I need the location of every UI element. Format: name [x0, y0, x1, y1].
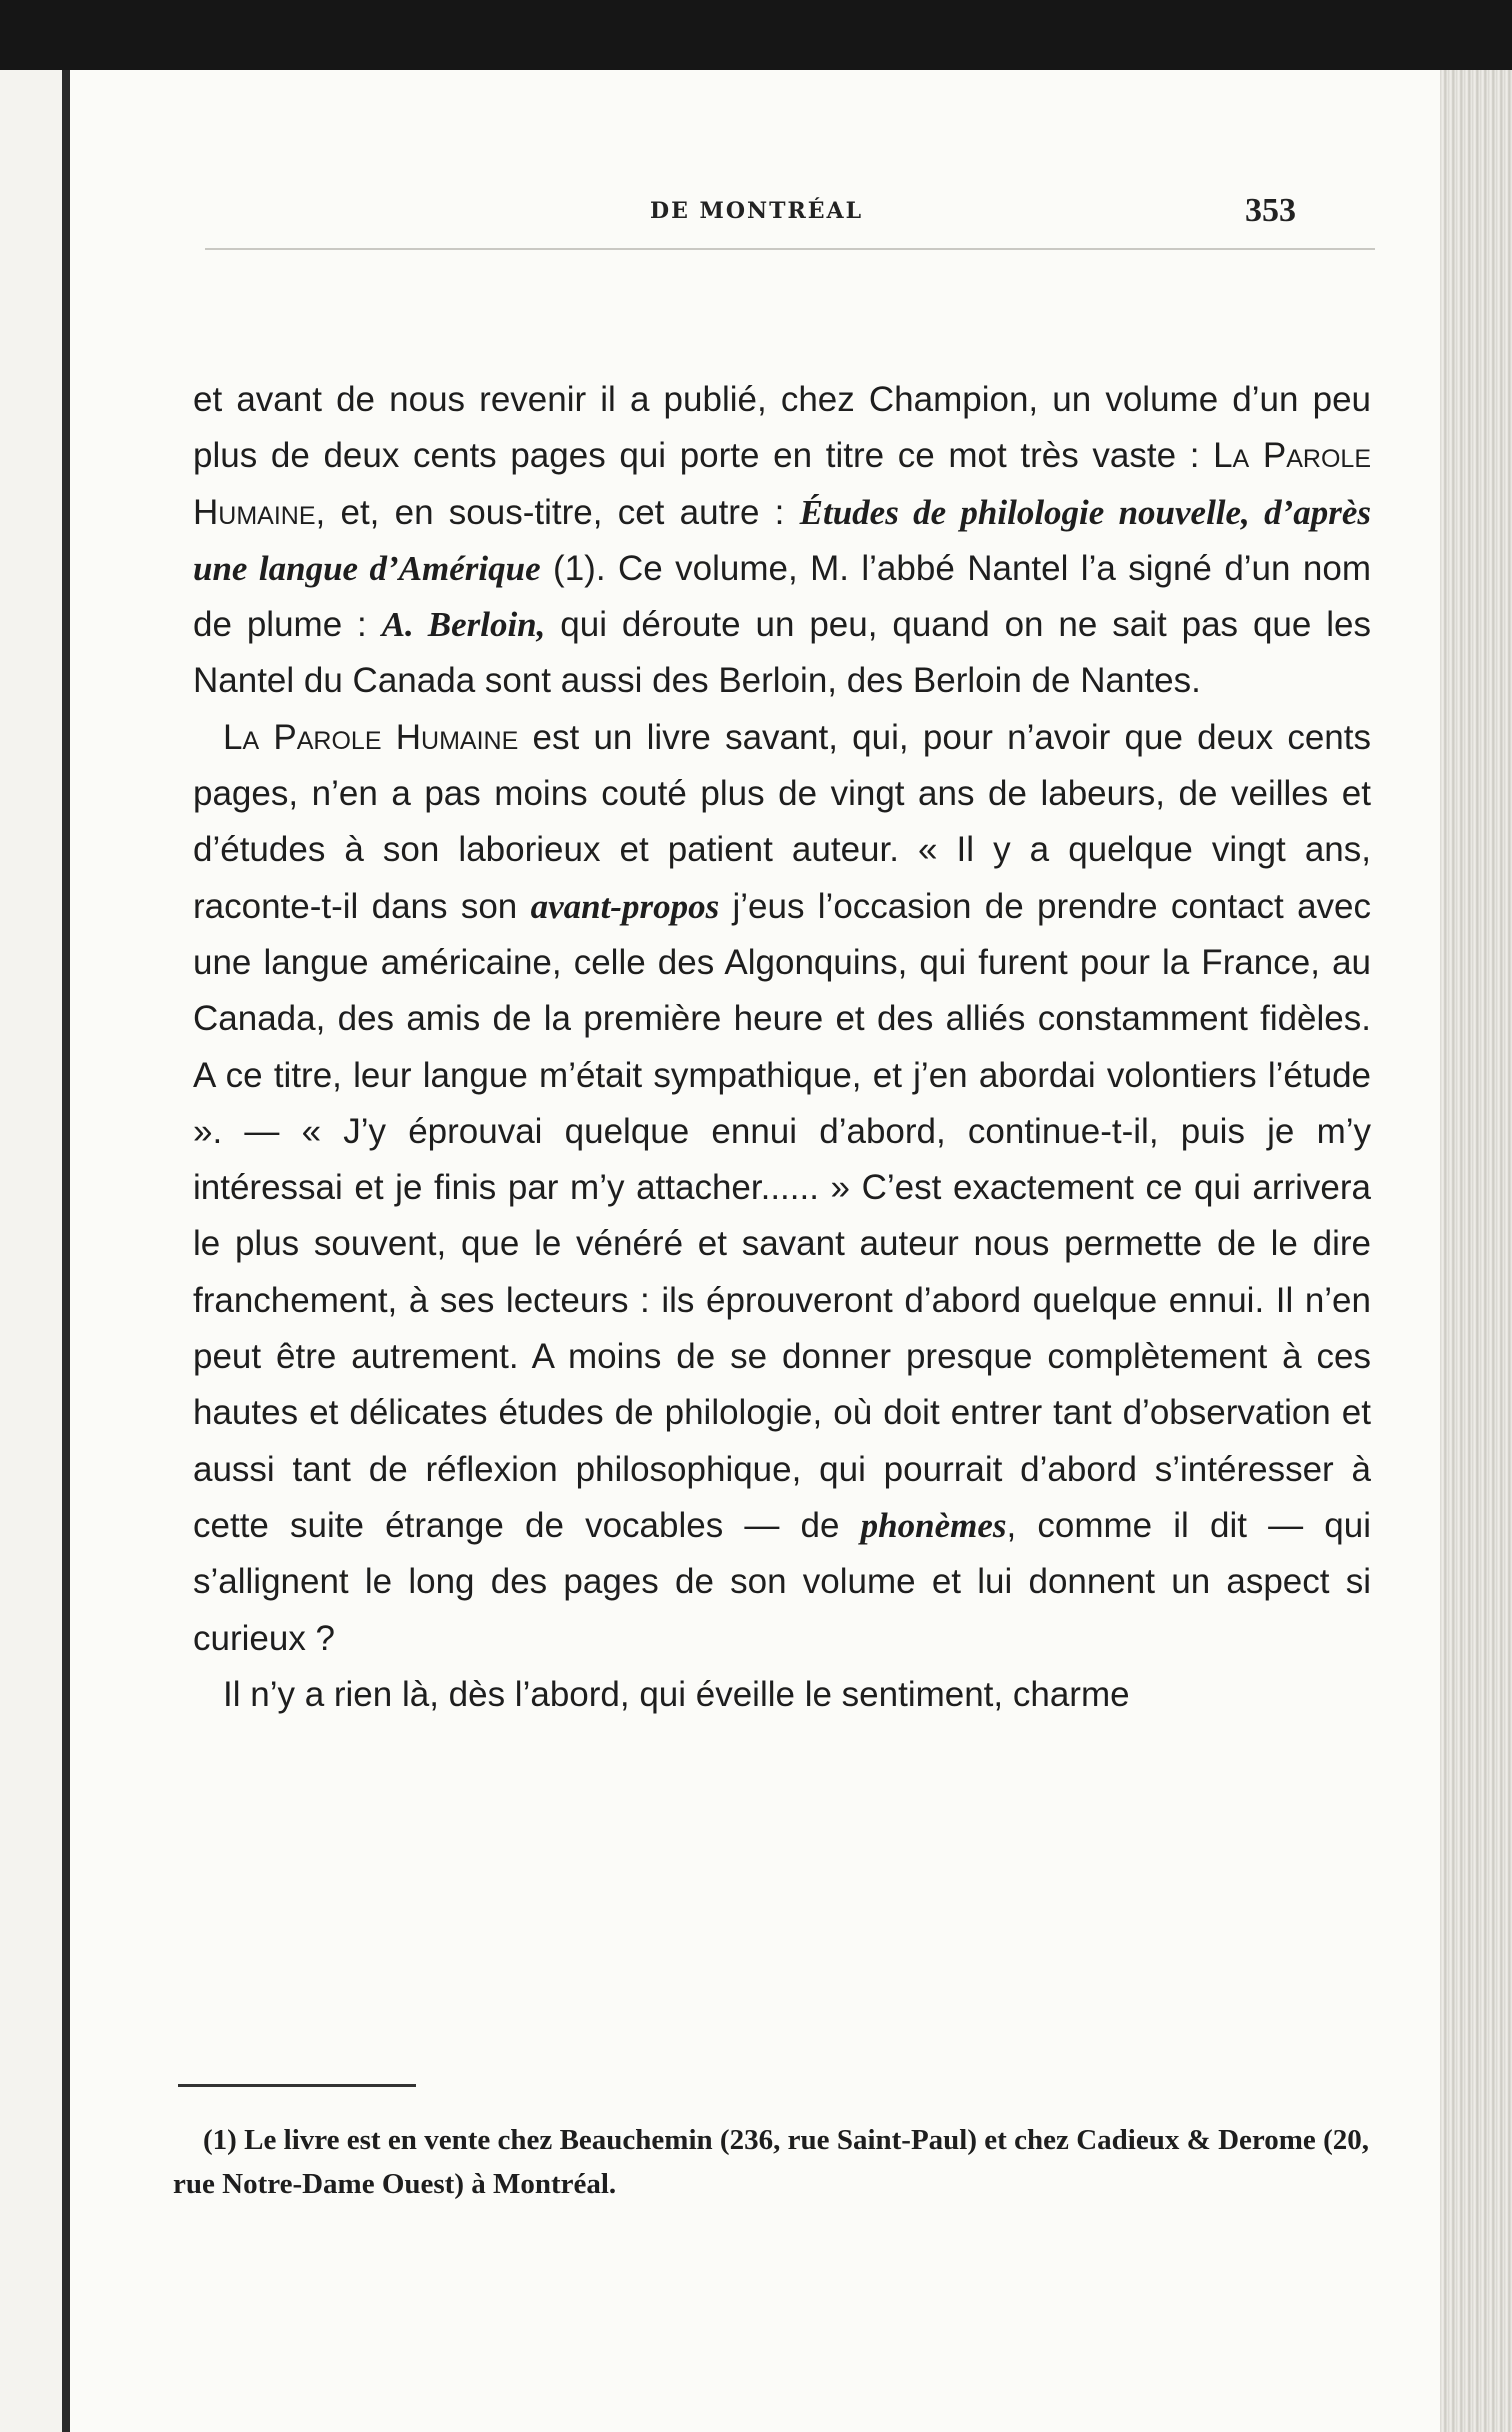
avant-propos-italic: avant-propos — [530, 886, 720, 926]
text-run: et avant de nous revenir il a publié, chez Champion, un volume d’un peu plus de deux cents pages qui porte en titre ce mot très vaste : — [193, 380, 1371, 476]
paragraph-2 — [193, 710, 1371, 1667]
page-stack-edge — [1440, 70, 1512, 2432]
page-header — [70, 192, 1440, 238]
pen-name-italic: A. Berloin, — [381, 605, 546, 645]
book-title-smallcaps: La Parole Humaine — [193, 436, 1371, 532]
page-number: 353 — [1245, 192, 1296, 229]
book-subtitle-italic: Études de philologie nouvelle, d’après une langue d’Amérique — [193, 492, 1371, 588]
book-gutter — [62, 70, 70, 2432]
body-text — [193, 372, 1371, 1723]
running-title: DE MONTRÉAL — [650, 198, 864, 224]
book-title-smallcaps: La Parole Humaine — [223, 717, 519, 757]
paragraph-3: Il n’y a rien là, dès l’abord, qui éveille le sentiment, charme — [223, 1674, 1130, 1714]
footnote-rule — [178, 2084, 416, 2087]
text-run: , comme il dit — qui s’allignent le long des pages de son volume et lui donnent un aspect si curieux ? — [193, 1505, 1371, 1658]
header-rule — [205, 248, 1375, 250]
footnote: (1) Le livre est en vente chez Beauchemin (236, rue Saint-Paul) et chez Cadieux & Derome (20, rue Notre-Dame Ouest) à Montréal. — [173, 2124, 1369, 2200]
text-run: , et, en sous-titre, cet autre : — [315, 492, 800, 532]
phonemes-italic: phonèmes — [860, 1505, 1007, 1545]
scan-top-border — [0, 0, 1512, 70]
text-run: j’eus l’occasion de prendre contact avec une langue américaine, celle des Algonquins, qui furent pour la France, au Canada, des amis de la première heure et des alliés constamment fidèles. A ce titre, leur langue m’était sympathique, et j’en abordai volontiers l’étude ». — « J’y éprouvai quelque ennui d’abord, continue-t-il, puis je m’y intéressai et je finis par m’y attacher...... » C’est exactement ce qui arrivera le plus souvent, que le vénéré et savant auteur nous permette de le dire franchement, à ses lecteurs : ils éprouveront d’abord quelque ennui. Il n’en peut être autrement. A moins de se donner presque complètement à ces hautes et délicates études de philologie, où doit entrer tant d’observation et aussi tant de réflexion philosophique, qui pourrait d’abord s’intéresser à cette suite étrange de vocables — de — [193, 886, 1372, 1545]
text-run: qui déroute un peu, quand on ne sait pas que les Nantel du Canada sont aussi des Berloin, des Berloin de Nantes. — [193, 605, 1371, 701]
book-page — [70, 70, 1440, 2432]
text-run: est un livre savant, qui, pour n’avoir que deux cents pages, n’en a pas moins couté plus de vingt ans de labeurs, de veilles et d’études à son laborieux et patient auteur. « Il y a quelque vingt ans, raconte-t-il dans son — [193, 717, 1371, 926]
text-run: (1). Ce volume, M. l’abbé Nantel l’a signé d’un nom de plume : — [193, 548, 1371, 645]
previous-page-edge — [0, 70, 62, 2432]
paragraph-1 — [193, 372, 1371, 710]
